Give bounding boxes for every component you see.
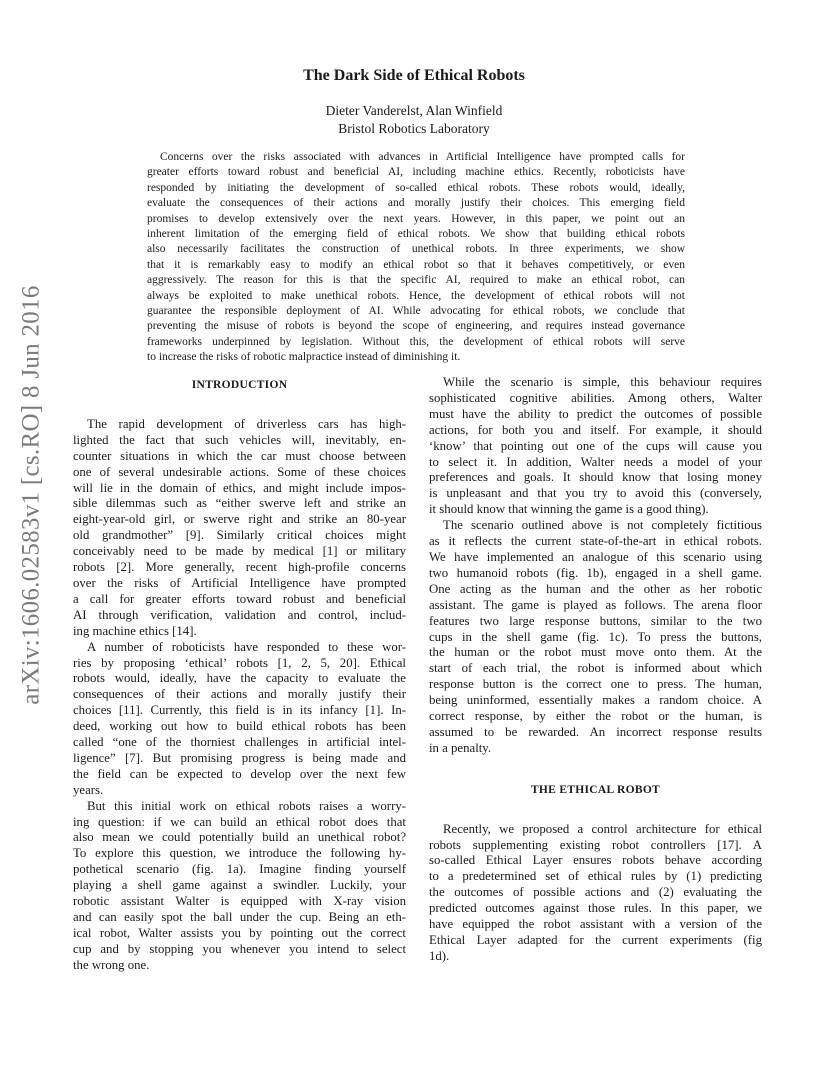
text-line: assistant. The game is played as follows. The arena floor xyxy=(429,597,762,612)
abstract-line: guarantee the responsible deployment of AI. While advocating for ethical robots, we conclude that xyxy=(147,305,685,318)
text-line: called “one of the thorniest challenges in artificial intel- xyxy=(73,735,406,750)
abstract-line: that it is remarkably easy to modify an ethical robot so that it behaves competitively, or even xyxy=(147,258,685,271)
abstract-line: Concerns over the risks associated with advances in Artificial Intelligence have prompted calls for xyxy=(160,151,685,163)
text-line: While the scenario is simple, this behaviour requires xyxy=(443,375,762,389)
introduction-paragraph xyxy=(429,518,762,757)
text-line: Ethical Layer adapted for the current experiments (fig xyxy=(429,933,762,947)
text-line: predicted outcomes against those rules. In this paper, we xyxy=(429,901,762,916)
text-line: deed, working out how to build ethical robots has been xyxy=(73,719,406,734)
text-line: robotic assistant Walter is equipped with X-ray vision xyxy=(73,894,406,909)
text-line: features two large response buttons, similar to the two xyxy=(429,613,762,628)
text-line: start of each trial, the robot is informed about which xyxy=(429,661,762,676)
text-line: ing machine ethics [14]. xyxy=(73,623,197,638)
text-line: response button is the correct one to press. The human, xyxy=(429,677,762,692)
text-line: being uninformed, essentially makes a random choice. A xyxy=(429,693,762,708)
text-line: the wrong one. xyxy=(73,957,150,972)
text-line: the outcomes of possible actions and (2) evaluating the xyxy=(429,885,762,900)
text-line: cups in the shell game (fig. 1c). To press the buttons, xyxy=(429,629,762,644)
text-line: in a penalty. xyxy=(429,740,492,755)
text-line: ‘know’ that pointing out one of the cups will cause you xyxy=(429,438,762,453)
text-line: ical robot, Walter assists you by pointing out the correct xyxy=(73,925,406,940)
text-line: A number of roboticists have responded to these wor- xyxy=(87,639,406,654)
abstract-line: promises to develop extensively over the next years. However, in this paper, we point out an xyxy=(147,212,685,225)
text-line: it should know that winning the game is a good thing). xyxy=(429,502,709,517)
text-line: We have implemented an analogue of this scenario using xyxy=(429,549,762,564)
left-column xyxy=(73,375,406,974)
text-line: ing question: if we can build an ethical robot does that xyxy=(73,814,406,829)
text-line: is unpleasant and that you try to avoid this (conversely, xyxy=(429,486,762,501)
section-heading-ethical-robot: THE ETHICAL ROBOT xyxy=(530,783,661,796)
text-line: counter situations in which the car must choose between xyxy=(73,448,406,463)
text-line: also mean we could potentially build an unethical robot? xyxy=(73,830,406,845)
text-line: To explore this question, we introduce the following hy- xyxy=(73,846,406,861)
text-line: choices [11]. Currently, this field is in its infancy [1]. In- xyxy=(73,703,406,718)
text-line: 1d). xyxy=(429,948,450,963)
arxiv-side-stamp xyxy=(17,285,47,705)
text-line: The scenario outlined above is not completely fictitious xyxy=(443,518,762,533)
arxiv-identifier: arXiv:1606.02583v1 [cs.RO] 8 Jun 2016 xyxy=(18,285,45,705)
text-line: so-called Ethical Layer ensures robots behave according xyxy=(429,853,762,868)
text-line: pothetical scenario (fig. 1a). Imagine finding yourself xyxy=(73,862,406,877)
paper-title: The Dark Side of Ethical Robots xyxy=(303,67,525,84)
abstract-line: evaluate the consequences of their actions and morally justify their choices. This emerging field xyxy=(147,197,685,210)
abstract-line: greater efforts toward robust and beneficial AI, including machine ethics. Recently, roboticists have xyxy=(147,166,685,179)
text-line: have equipped the robot assistant with a version of the xyxy=(429,917,762,932)
text-line: correct response, by either the robot or the human, is xyxy=(429,709,762,724)
text-line: two humanoid robots (fig. 1b), engaged in a shell game. xyxy=(429,565,762,580)
introduction-paragraph xyxy=(73,799,406,974)
abstract-line: frameworks underpinned by legislation. Without this, the development of ethical robots will serve xyxy=(147,335,685,348)
abstract-line: responded by initiating the development of so-called ethical robots. These robots would, ideally, xyxy=(147,181,685,194)
text-line: ries by proposing ‘ethical’ robots [1, 2, 5, 20]. Ethical xyxy=(73,655,406,670)
text-line: sible dilemmas such as “either swerve left and strike an xyxy=(73,496,406,511)
abstract xyxy=(147,150,685,366)
abstract-line: always be exploited to make unethical robots. Hence, the development of ethical robots will not xyxy=(147,289,685,302)
abstract-line: aggressively. The reason for this is that the specific AI, required to make an ethical robot, can xyxy=(147,274,685,287)
abstract-line: also necessarily facilitates the construction of unethical robots. In three experiments, we show xyxy=(147,243,685,256)
text-line: over the risks of Artificial Intelligence have prompted xyxy=(73,575,406,590)
authors: Dieter Vanderelst, Alan Winfield xyxy=(325,103,503,118)
text-line: assumed to be rewarded. An incorrect response results xyxy=(429,724,762,739)
text-line: a call for greater efforts toward robust and beneficial xyxy=(73,591,406,606)
introduction-paragraph xyxy=(73,417,406,640)
text-line: One acting as the human and the other as her robotic xyxy=(429,581,762,596)
text-line: robots [2]. More generally, recent high-profile concerns xyxy=(73,560,406,575)
text-line: as it reflects the current state-of-the-art in ethical robots. xyxy=(429,534,762,549)
section-heading-introduction: INTRODUCTION xyxy=(191,379,288,391)
text-line: playing a shell game against a swindler. Luckily, your xyxy=(73,878,406,893)
text-line: Recently, we proposed a control architecture for ethical xyxy=(443,821,762,836)
right-column xyxy=(429,375,762,965)
text-line: lighted the fact that such vehicles will, inevitably, en- xyxy=(73,432,406,447)
text-line: old grandmother” [9]. Similarly critical choices might xyxy=(73,528,406,543)
affiliation: Bristol Robotics Laboratory xyxy=(338,121,490,136)
text-line: sophisticated cognitive abilities. Among others, Walter xyxy=(429,390,762,405)
text-line: The rapid development of driverless cars has high- xyxy=(87,416,406,431)
text-line: actions, for both you and itself. For example, it should xyxy=(429,422,762,437)
text-line: preferences and goals. It should know that losing money xyxy=(429,470,762,485)
text-line: will lie in the domain of ethics, and might include impos- xyxy=(73,480,406,495)
text-line: must have the ability to predict the outcomes of possible xyxy=(429,406,762,421)
text-line: ligence” [7]. But promising progress is being made and xyxy=(73,750,406,765)
text-line: and can easily spot the ball under the cup. Being an eth- xyxy=(73,910,406,924)
text-line: one of several undesirable actions. Some of these choices xyxy=(73,464,406,479)
introduction-paragraph xyxy=(429,375,762,518)
text-line: to a predetermined set of ethical rules by (1) predicting xyxy=(429,869,762,884)
abstract-line: inherent limitation of the emerging field of ethical robots. We show that building ethical robots xyxy=(147,228,685,241)
text-line: eight-year-old girl, or swerve right and strike an 80-year xyxy=(73,512,406,527)
text-line: conceivably need to be made by medical [1] or military xyxy=(73,544,406,559)
introduction-paragraph xyxy=(73,640,406,799)
text-line: consequences of their actions and morally justify their xyxy=(73,687,406,702)
abstract-line: to increase the risks of robotic malpractice instead of diminishing it. xyxy=(147,351,461,364)
text-line: the field can be expected to develop over the next few xyxy=(73,766,406,781)
text-line: But this initial work on ethical robots raises a worry- xyxy=(87,798,406,813)
abstract-line: preventing the misuse of robots is beyond the scope of engineering, and requires instead governance xyxy=(147,320,685,333)
text-line: years. xyxy=(73,782,104,797)
text-line: robots supplementing existing robot controllers [17]. A xyxy=(429,837,762,852)
ethical-robot-paragraph xyxy=(429,822,762,965)
text-line: AI through verification, validation and control, includ- xyxy=(73,607,406,622)
text-line: the human or the robot must move onto them. At the xyxy=(429,645,762,660)
text-line: robots would, ideally, have the capacity to evaluate the xyxy=(73,671,406,686)
text-line: to select it. In addition, Walter needs a model of your xyxy=(429,454,762,469)
text-line: cup and by stopping you whenever you intend to select xyxy=(73,941,406,956)
